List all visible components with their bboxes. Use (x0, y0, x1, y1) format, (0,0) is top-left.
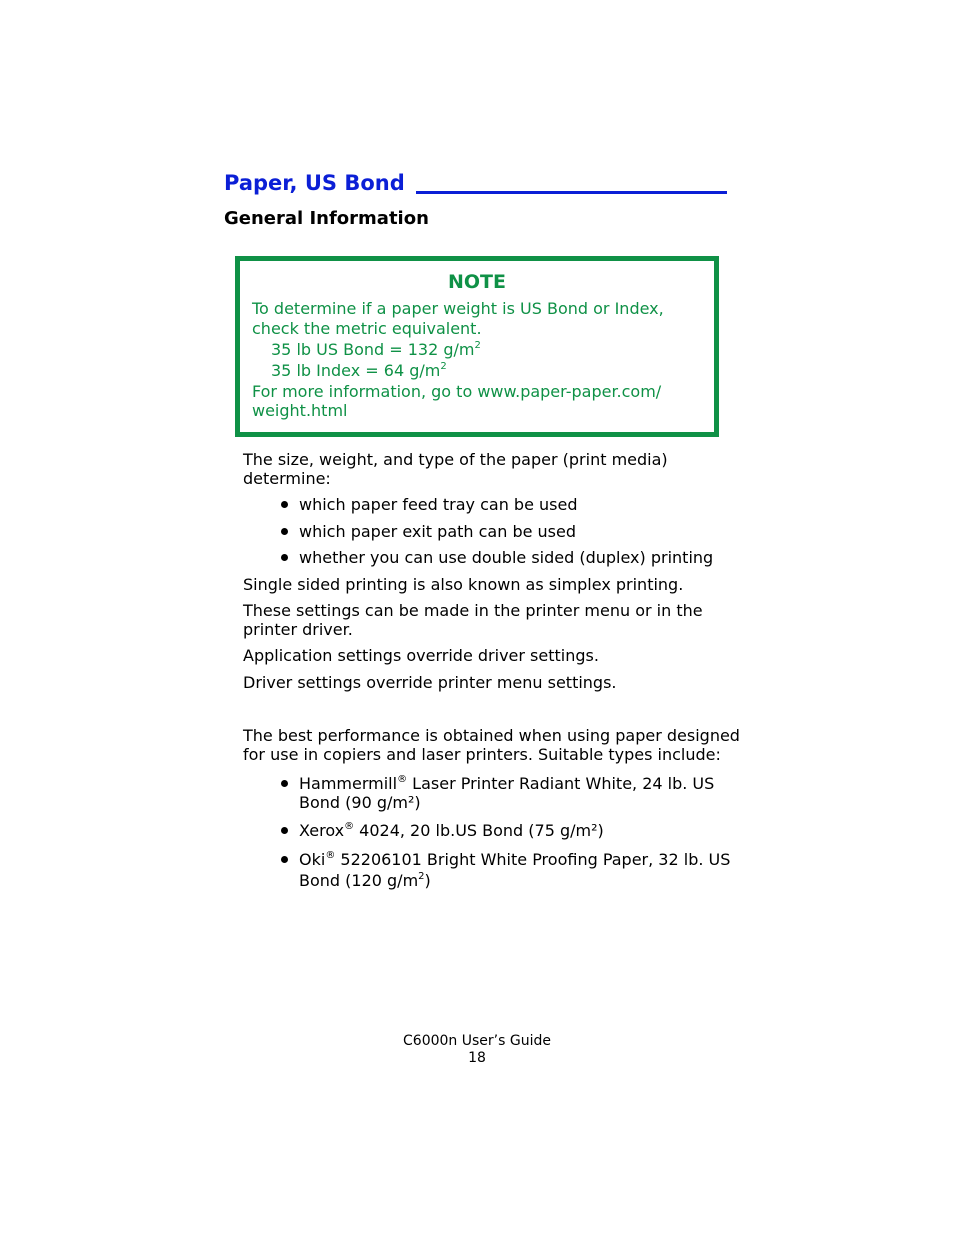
list-item (299, 774, 714, 793)
note-index-conversion (271, 361, 447, 381)
paragraph-line: The best performance is obtained when using paper designed (243, 726, 740, 745)
registered-mark: ® (397, 774, 408, 785)
bullet-dot (281, 554, 288, 561)
list-item (299, 850, 730, 869)
section-heading: General Information (224, 208, 429, 229)
bullet-dot (281, 856, 288, 863)
list-item-text: Bond (120 g/m (299, 871, 419, 890)
intro-line: The size, weight, and type of the paper (print media) (243, 450, 668, 469)
paragraph-line: These settings can be made in the printer menu or in the (243, 601, 703, 620)
footer-guide-title: C6000n User’s Guide (403, 1033, 551, 1049)
paragraph: Single sided printing is also known as simplex printing. (243, 575, 684, 594)
superscript: 2 (474, 340, 481, 351)
bullet-dot (281, 780, 288, 787)
title-underline-rule (416, 191, 727, 194)
paragraph: Driver settings override printer menu settings. (243, 673, 617, 692)
superscript: 2 (440, 361, 447, 372)
note-text-line: For more information, go to www.paper-paper.com/ (252, 382, 662, 401)
note-bond-conversion (271, 340, 481, 360)
bullet-dot (281, 528, 288, 535)
note-bond-text: 35 lb US Bond = 132 g/m (271, 340, 475, 359)
note-text-line: weight.html (252, 401, 348, 420)
list-item-text: 4024, 20 lb.US Bond (75 g/m²) (354, 821, 604, 840)
list-item: which paper feed tray can be used (299, 495, 578, 514)
list-item-continuation (299, 871, 431, 890)
superscript: 2 (418, 871, 425, 882)
intro-line: determine: (243, 469, 331, 488)
page-title: Paper, US Bond (224, 171, 405, 195)
note-box (235, 256, 719, 437)
list-item (299, 821, 604, 840)
list-item-continuation: Bond (90 g/m²) (299, 793, 421, 812)
brand-name: Xerox (299, 821, 345, 840)
paragraph-line: for use in copiers and laser printers. Suitable types include: (243, 745, 721, 764)
list-item-text: Laser Printer Radiant White, 24 lb. US (407, 774, 715, 793)
bullet-dot (281, 827, 288, 834)
list-item-text: ) (424, 871, 431, 890)
bullet-dot (281, 501, 288, 508)
paragraph-line: printer driver. (243, 620, 353, 639)
paragraph: Application settings override driver settings. (243, 646, 599, 665)
list-item: which paper exit path can be used (299, 522, 577, 541)
list-item: whether you can use double sided (duplex) printing (299, 548, 714, 567)
registered-mark: ® (344, 821, 355, 832)
brand-name: Hammermill (299, 774, 398, 793)
registered-mark: ® (325, 850, 336, 861)
note-heading: NOTE (448, 271, 506, 293)
note-text-line: To determine if a paper weight is US Bond or Index, (252, 299, 664, 318)
list-item-text: 52206101 Bright White Proofing Paper, 32 lb. US (335, 850, 731, 869)
note-text-line: check the metric equivalent. (252, 319, 482, 338)
footer-page-number: 18 (468, 1050, 486, 1066)
brand-name: Oki (299, 850, 326, 869)
note-index-text: 35 lb Index = 64 g/m (271, 361, 441, 380)
